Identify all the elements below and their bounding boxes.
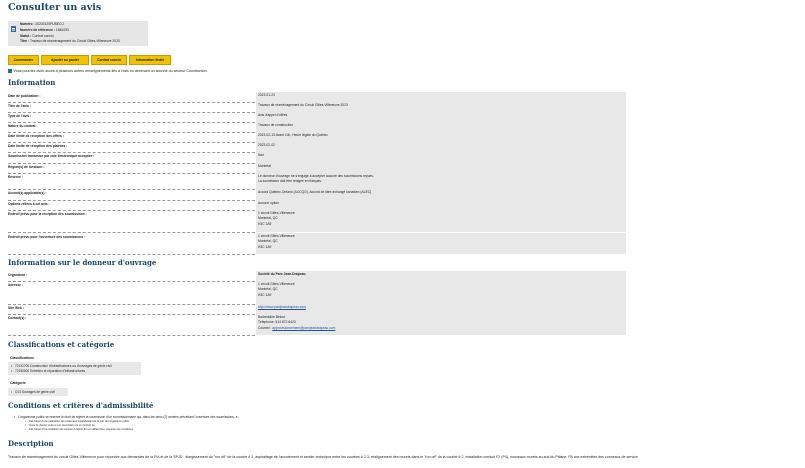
- description-text: Travaux de réaménagement du circuit Gilles-Villeneuve pour répondre aux demandes de la FIA et de la SPJD : élargissement du "run off" de la courbe # 3, asphaltage de l'accotement et sentier technique entre les courbes # 2-3, réalignement des murets dans le "run off" de la courbe # 2, installation conduit F2 (P4), nouveaux murets au sud du Pitlane, PA aux extrémités des conneaux de service: [8, 455, 638, 459]
- list-item: • 72150000 Entretien et réparation d'infrastructures: [15, 369, 85, 373]
- table-row: Type de l'avis : Avis d'appel d'offres: [8, 112, 626, 122]
- table-row: Options reliées à cet avis : Aucune option: [8, 200, 626, 210]
- table-row: Endroit prévu pour l'ouverture des soumissions : 1 circuit Gilles-Villeneuve Montréal, QC H3C 1A9: [8, 233, 626, 254]
- subscription-notice: [8, 69, 208, 73]
- commander-button[interactable]: Commander: [8, 55, 39, 65]
- num-ref-label: Numéro de référence :: [20, 27, 55, 32]
- contact-email-link[interactable]: approvisionnement@parcjeandrapeau.com: [272, 325, 336, 330]
- titre-value: Travaux de réaménagement du Circuit Gilles-Villeneuve 2023: [29, 39, 120, 44]
- titre-label: Titre :: [20, 39, 30, 44]
- notice-text: Vous pourriez avoir accès à plusieurs autres renseignements liés à l'avis en devenant un abonné du secteur Construction.: [13, 69, 208, 73]
- classifications-label: Classifications: [10, 356, 34, 360]
- categorie-label: Catégorie: [10, 381, 26, 385]
- list-item: • 72131700 Construction d'infrastructures ou d'ouvrages de génie civil: [15, 364, 112, 368]
- list-item: • Fait l'objet d'une évaluation de rendement insatisfaisant de la part de l'organisme public: [29, 420, 129, 423]
- table-row: Titre de l'avis : Travaux de réaménagement du Circuit Gilles-Villeneuve 2023: [8, 102, 626, 112]
- table-row: Site Web : http://www.parcjeandrapeau.com: [8, 304, 626, 314]
- table-row: Nature du contrat : Travaux de construction: [8, 122, 626, 132]
- information-heading: Information: [8, 78, 56, 87]
- page-title: Consulter un avis: [8, 2, 102, 13]
- table-row: Date limite de réception des offres : 2023-02-13 Avant 14h, Heure légale du Québec: [8, 132, 626, 142]
- statut-label: Statut :: [20, 33, 32, 38]
- ajouter-panier-button[interactable]: Ajouter au panier: [41, 55, 89, 65]
- table-row: Endroit prévu pour la réception des soumissions : 1 circuit Gilles-Villeneuve Montréal, QC H3C 1A9: [8, 210, 626, 232]
- table-row: Soumission transmise par voie électronique acceptée : Non: [8, 152, 626, 163]
- info-icon: [8, 69, 12, 73]
- table-row: Date limite de réception des plaintes : 2023-02-02: [8, 142, 626, 152]
- document-icon: [11, 26, 16, 32]
- num-ref-value: 1681093: [55, 27, 69, 32]
- numero-value: 20230120PUBECO: [35, 22, 64, 26]
- categorie-box: [8, 388, 68, 396]
- donneur-heading: Information sur le donneur d'ouvrage: [8, 258, 157, 267]
- table-row: Contact(s) : Badreddine Belout Téléphone: 514 872-6423 Courriel : approvisionnement@parcjeandrapeau.com: [8, 314, 626, 335]
- conditions-heading: Conditions et critères d'admissibilité: [8, 401, 154, 410]
- contrat-conclu-button[interactable]: Contrat conclu: [91, 55, 127, 65]
- statut-value: Contrat conclu: [32, 33, 54, 38]
- table-row: Accord(s) applicable(s) : Accord Québec-Ontario (ACCQO), Accord de libre-échange canadien (ALEC): [8, 189, 626, 200]
- table-row: Région(s) de livraison : Montréal: [8, 163, 626, 173]
- description-heading: Description: [8, 439, 54, 448]
- classifications-box: [8, 362, 141, 375]
- numero-label: Numéro :: [20, 22, 35, 26]
- classifications-heading: Classifications et catégorie: [8, 340, 115, 349]
- list-item: • Fait l'objet d'une résiliation de contrat en raison de son défaut d'en respecter les conditions.: [29, 428, 134, 431]
- website-link[interactable]: http://www.parcjeandrapeau.com: [258, 305, 307, 309]
- table-row: Organisme : Société du Parc Jean-Drapeau: [8, 271, 626, 281]
- table-row: Réserve : Le donneur d'ouvrage ne s'engage à accepter aucune des soumissions reçues. La soumission doit être rédigée en français.: [8, 173, 626, 189]
- reference-box: [8, 21, 148, 46]
- table-row: Date de publication : 2023-01-23: [8, 92, 626, 102]
- information-finale-button[interactable]: Information finale: [129, 55, 171, 65]
- list-item: • L'organisme public se réserve le droit de rejeter la soumission d'un soumissionnaire qui, dans les deux (2) années précédant l'ouverture des soumissions, a :: [18, 415, 239, 419]
- table-row: Adresse : 1 circuit Gilles-Villeneuve Montréal, QC H3C 1A9: [8, 281, 626, 304]
- list-item: • Omis de donner suite à une soumission ou un contrat; ou: [29, 424, 95, 427]
- list-item: • C03 Ouvrages de génie civil: [15, 390, 55, 394]
